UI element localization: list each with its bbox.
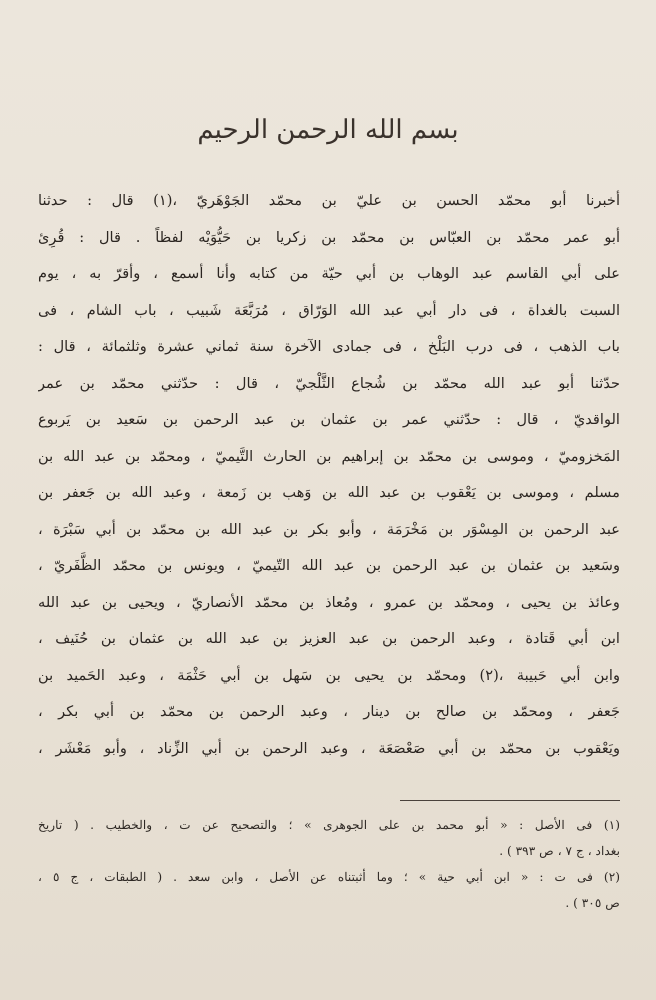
footnote-divider (400, 800, 620, 801)
footnote-line: ص ٣٠٥ ) . (565, 896, 620, 910)
text-line: المَخزوميّ ، وموسى بن محمّد بن إبراهيم بن الحارث التَّيميّ ، ومحمّد بن عبد الله بن (38, 447, 620, 465)
text-line: السبت بالغداة ، فى دار أبي عبد الله الوَرّاق ، مُرَبَّعَة شَبيب ، باب الشام ، فى (38, 301, 620, 319)
text-line: ابن أبي قَتادة ، وعبد الرحمن بن عبد العزيز بن عبد الله بن عثمان بن حُنَيف ، (38, 630, 620, 647)
main-text (38, 183, 620, 767)
text-line: وابن أبي حَبيبة ،(٢) ومحمّد بن يحيى بن سَهل بن أبي حَثْمَة ، وعبد الحَميد بن (38, 666, 620, 684)
footnote-line: بغداد ، ج ٧ ، ص ٣٩٣ ) . (499, 844, 620, 858)
footnotes (38, 812, 620, 916)
text-line: ويَعْقوب بن محمّد بن أبي صَعْصَعَة ، وعبد الرحمن بن أبي الزِّناد ، وأبو مَعْشَر ، (38, 739, 620, 757)
text-line: وعائذ بن يحيى ، ومحمّد بن عمرو ، ومُعاذ بن محمّد الأنصاريّ ، ويحيى بن عبد الله (38, 593, 620, 611)
text-line: جَعفر ، ومحمّد بن صالح بن دينار ، وعبد الرحمن بن محمّد بن أبي بكر ، (38, 703, 620, 720)
footnote-line: (١) فى الأصل : « أبو محمد بن على الجوهرى » ؛ والتصحيح عن ت ، والخطيب . ( تاريخ (38, 818, 620, 832)
text-line: مسلم ، وموسى بن يَعْقوب بن عبد الله بن وَهب بن زَمعة ، وعبد الله بن جَعفر بن (38, 484, 620, 501)
text-line: أبو عمر محمّد بن العبّاس بن محمّد بن زكريا بن حَيُّوَيْه لفظاً . قال : قُرِئ (38, 228, 620, 246)
text-line: باب الذهب ، فى درب البَلْخ ، فى جمادى الآخرة سنة ثماني عشرة وثلثمائة ، قال : (38, 338, 620, 355)
basmala-heading: بسم الله الرحمن الرحيم (197, 115, 459, 145)
text-line: على أبي القاسم عبد الوهاب بن أبي حيّة من كتابه وأنا أسمع ، وأقرّ به ، يوم (38, 265, 620, 282)
text-line: أخبرنا أبو محمّد الحسن بن عليّ بن محمّد الجَوْهَريّ ،(١) قال : حدثنا (38, 192, 620, 209)
text-line: عبد الرحمن بن المِسْوَر بن مَخْرَمَة ، وأبو بكر بن عبد الله بن محمّد بن أبي سَبْرَة ، (38, 520, 620, 538)
footnote-line: (٢) فى ت : « ابن أبي حية » ؛ وما أثبتناه عن الأصل ، وابن سعد . ( الطبقات ، ج ٥ ، (38, 870, 620, 884)
text-line: حدّثنا أبو عبد الله محمّد بن شُجاع الثَّلْجيّ ، قال : حدّثني محمّد بن عمر (38, 374, 620, 392)
text-line: الواقديّ ، قال : حدّثني عمر بن عثمان بن عبد الرحمن بن سَعيد بن يَربوع (38, 411, 620, 428)
text-line: وسَعيد بن عثمان بن عبد الرحمن بن عبد الله التّيميّ ، ويونس بن محمّد الظَّفَريّ ، (38, 557, 620, 574)
